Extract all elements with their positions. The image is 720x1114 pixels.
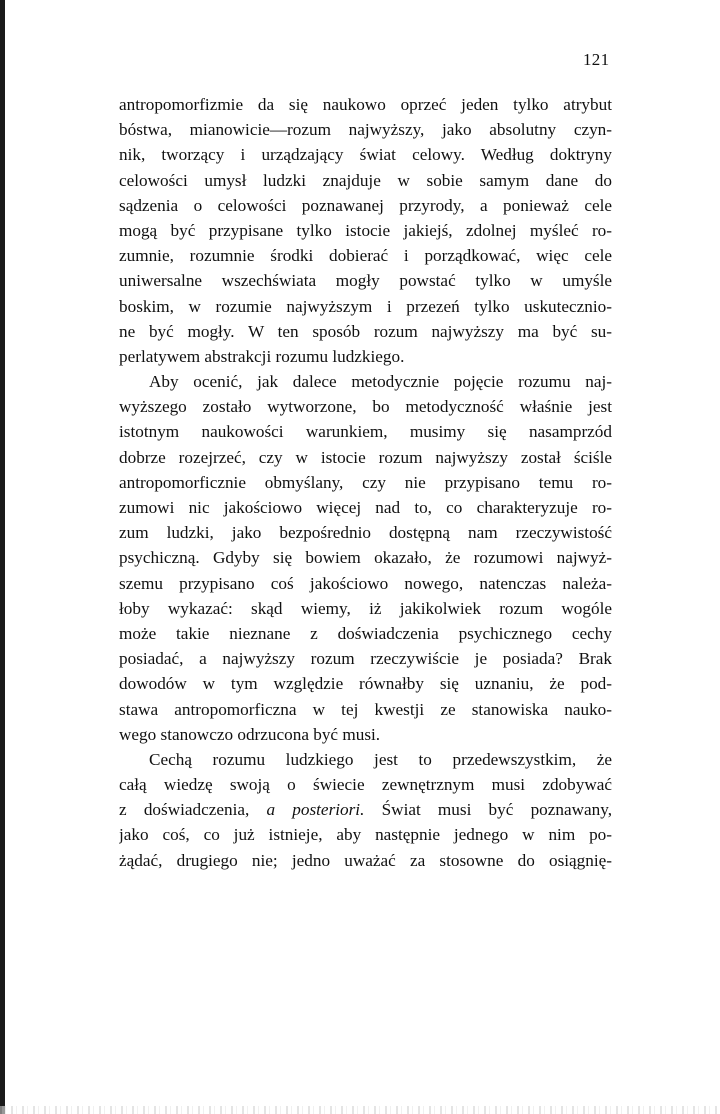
- page-number: 121: [583, 50, 610, 69]
- text-line: nik, tworzący i urządzający świat celowy. Według doktryny: [119, 145, 612, 165]
- text-line: zumowi nic jakościowo więcej nad to, co charakteryzuje ro-: [119, 498, 612, 517]
- text-line: może takie nieznane z doświadczenia psychicznego cechy: [119, 623, 612, 643]
- text-line: szemu przypisano coś jakościowo nowego, natenczas należa-: [119, 573, 612, 593]
- text-line: mogą być przypisane tylko istocie jakiejś, zdolnej myśleć ro-: [119, 220, 612, 240]
- text-line: dowodów w tym względzie równałby się uznaniu, że pod-: [119, 674, 612, 694]
- text-run: z doświadczenia,: [119, 800, 250, 820]
- text-line: stawa antropomorficzna w tej kwestji ze stanowiska nauko-: [119, 699, 612, 719]
- text-line: zumnie, rozumnie środki dobierać i porządkować, więc cele: [119, 246, 612, 266]
- text-line: wyższego zostało wytworzone, bo metodyczność właśnie jest: [119, 397, 612, 417]
- text-line: jako coś, co już istnieje, aby następnie jednego w nim po-: [119, 825, 612, 845]
- paragraph-first-line: Cechą rozumu ludzkiego jest to przedewszystkim, że: [149, 749, 612, 769]
- text-line: wego stanowczo odrzucona być musi.: [119, 724, 381, 744]
- text-line: bóstwa, mianowicie—rozum najwyższy, jako absolutny czyn-: [119, 120, 612, 140]
- text-line: zum ludzki, jako bezpośrednio dostępną nam rzeczywistość: [119, 523, 612, 543]
- text-line: całą wiedzę swoją o świecie zewnętrznym musi zdobywać: [119, 775, 612, 795]
- text-line: uniwersalne wszechświata mogły powstać tylko w umyśle: [119, 271, 612, 291]
- body-text: [119, 92, 612, 873]
- text-line: istotnym naukowości warunkiem, musimy się nasamprzód: [119, 422, 612, 442]
- text-line: celowości umysł ludzki znajduje w sobie samym dane do: [119, 170, 612, 190]
- scan-left-edge: [0, 0, 5, 1114]
- text-line: boskim, w rozumie najwyższym i przezeń tylko uskutecznio-: [119, 296, 612, 316]
- paragraph-first-line: Aby ocenić, jak dalece metodycznie pojęcie rozumu naj-: [149, 372, 612, 392]
- scan-bottom-edge: [0, 1106, 720, 1114]
- text-line: ne być mogły. W ten sposób rozum najwyższy ma być su-: [119, 321, 612, 341]
- text-line: posiadać, a najwyższy rozum rzeczywiście je posiada? Brak: [119, 649, 612, 669]
- text-line: psychiczną. Gdyby się bowiem okazało, że rozumowi najwyż-: [119, 548, 612, 568]
- text-line: antropomorficznie obmyślany, czy nie przypisano temu ro-: [119, 472, 612, 492]
- text-line: łoby wykazać: skąd wiemy, iż jakikolwiek rozum wogóle: [119, 598, 612, 618]
- text-run: Świat musi być poznawany,: [381, 800, 612, 820]
- text-line: perlatywem abstrakcji rozumu ludzkiego.: [119, 346, 405, 366]
- text-line: sądzenia o celowości poznawanej przyrody, a ponieważ cele: [119, 195, 612, 215]
- text-line-mixed: [119, 797, 612, 822]
- text-line: dobrze rozejrzeć, czy w istocie rozum najwyższy został ściśle: [119, 447, 612, 467]
- italic-phrase: a posteriori.: [266, 800, 365, 820]
- text-line: żądać, drugiego nie; jedno uważać za stosowne do osiągnię-: [119, 850, 612, 870]
- text-line: antropomorfizmie da się naukowo oprzeć jeden tylko atrybut: [119, 95, 612, 114]
